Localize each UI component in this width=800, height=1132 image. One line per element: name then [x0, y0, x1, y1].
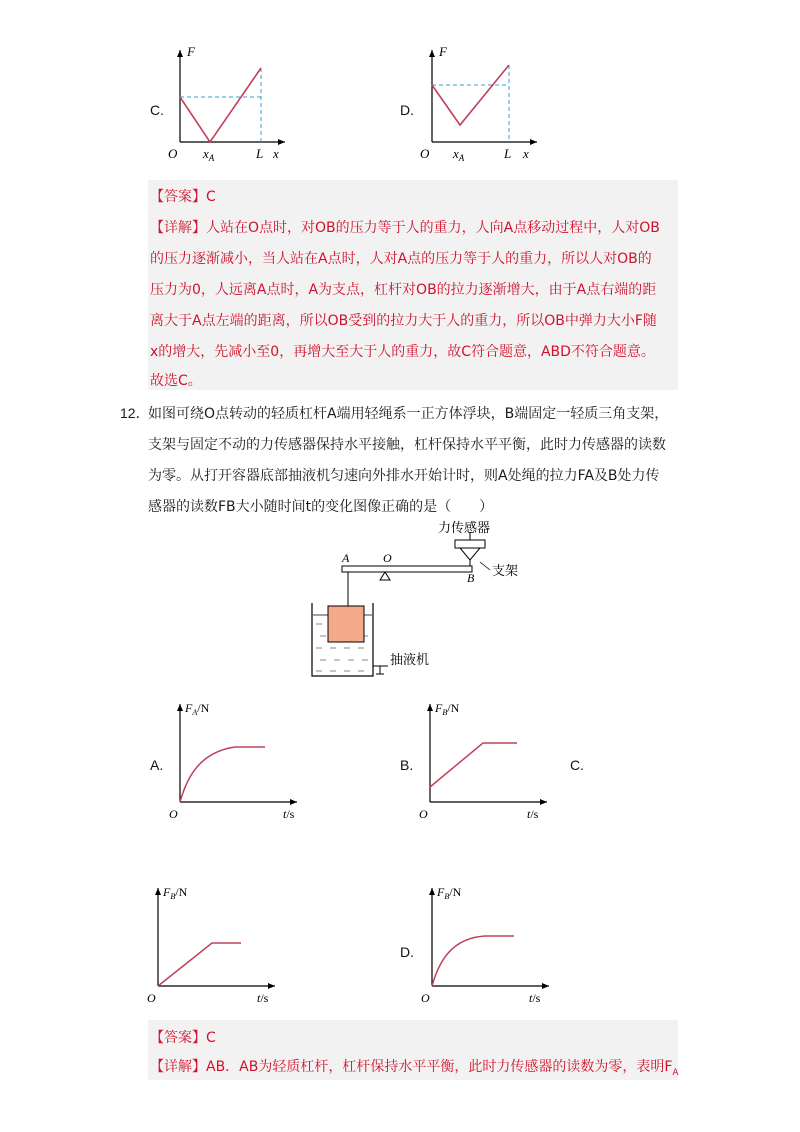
label-o: O — [383, 551, 392, 565]
origin-label: O — [168, 146, 178, 161]
option-a-label: A. — [150, 757, 164, 773]
answer-2: 【答案】C — [150, 1030, 216, 1046]
origin-label: O — [419, 807, 428, 821]
answer-1: 【答案】C — [150, 189, 216, 205]
question-line: 感器的读数FB大小随时间t的变化图像正确的是（ ） — [148, 499, 494, 515]
explanation-line: 故选C。 — [150, 373, 202, 389]
fb-axis-label: $F_B/N$ — [163, 885, 188, 901]
option-c-label: C. — [150, 102, 164, 118]
question-line: 为零。从打开容器底部抽液机匀速向外排水开始计时，则A处绳的拉力FA及B处力传 — [148, 468, 660, 484]
origin-label: O — [420, 146, 430, 161]
lever — [342, 566, 472, 572]
x-axis-label: x — [523, 146, 529, 161]
l-label: L — [504, 146, 512, 161]
curve-d-bottom — [432, 936, 514, 986]
explanation-line: 压力为0，人远离A点时，A为支点，杠杆对OB的拉力逐渐增大，由于A点右端的距 — [150, 282, 657, 298]
graph-option-d-bottom — [417, 876, 557, 1006]
fa-axis-label: $F_A/N$ — [185, 701, 210, 717]
force-sensor — [455, 540, 485, 548]
graph-option-b — [415, 692, 555, 822]
label-sensor: 力传感器 — [438, 520, 491, 535]
option-c-label-bottom: C. — [570, 757, 584, 773]
label-a: A — [342, 551, 350, 565]
curve-c — [180, 68, 261, 142]
f-axis-label: F — [439, 44, 447, 59]
option-b-label: B. — [400, 757, 414, 773]
t-axis-label: t/s — [527, 807, 539, 821]
graph-option-c — [165, 40, 295, 165]
float-cube — [328, 606, 364, 642]
t-axis-label: t/s — [257, 991, 269, 1005]
t-axis-label: t/s — [529, 991, 541, 1005]
option-d-label: D. — [400, 102, 414, 118]
question-number: 12． — [120, 405, 150, 421]
bracket — [460, 548, 480, 560]
question-line: 支架与固定不动的力传感器保持水平接触，杠杆保持水平平衡，此时力传感器的读数 — [148, 437, 666, 453]
fb-axis-label: $F_B/N$ — [437, 885, 462, 901]
graph-option-a — [165, 692, 305, 822]
xa-label: $x_A$ — [203, 146, 215, 163]
curve-b — [430, 743, 517, 787]
label-b: B — [467, 571, 475, 585]
origin-label: O — [421, 991, 430, 1005]
explanation-line: x的增大，先减小至0，再增大至大于人的重力，故C符合题意，ABD不符合题意。 — [150, 344, 655, 360]
f-axis-label: F — [187, 44, 195, 59]
question-line: 如图可绕O点转动的轻质杠杆A端用轻绳系一正方体浮块，B端固定一轻质三角支架， — [148, 406, 669, 422]
explanation-line-2: 【详解】AB．AB为轻质杠杆，杠杆保持水平平衡，此时力传感器的读数为零，表明$F_A$ — [150, 1059, 679, 1078]
origin-label: O — [147, 991, 156, 1005]
x-axis-label: x — [273, 146, 279, 161]
explanation-line: 的压力逐渐减小，当人站在A点时，人对A点的压力等于人的重力，所以人对OB的 — [150, 251, 652, 267]
curve-a — [180, 747, 265, 802]
explanation-line: 离大于A点左端的距离，所以OB受到的拉力大于人的重力，所以OB中弹力大小F随 — [150, 313, 657, 329]
fb-axis-label: $F_B/N$ — [435, 701, 460, 717]
apparatus-diagram — [300, 518, 540, 683]
graph-option-d — [417, 40, 547, 165]
option-d-label-bottom: D. — [400, 944, 414, 960]
label-pump: 抽液机 — [390, 652, 430, 667]
xa-label: $x_A$ — [453, 146, 465, 163]
pivot — [380, 572, 390, 580]
t-axis-label: t/s — [283, 807, 295, 821]
label-bracket: 支架 — [492, 563, 519, 578]
curve-d — [432, 65, 509, 125]
curve-c-bottom — [158, 943, 241, 986]
origin-label: O — [169, 807, 178, 821]
l-label: L — [256, 146, 264, 161]
explanation-line: 【详解】人站在O点时，对OB的压力等于人的重力，人向A点移动过程中，人对OB — [150, 220, 660, 236]
graph-option-c-bottom — [143, 876, 283, 1006]
